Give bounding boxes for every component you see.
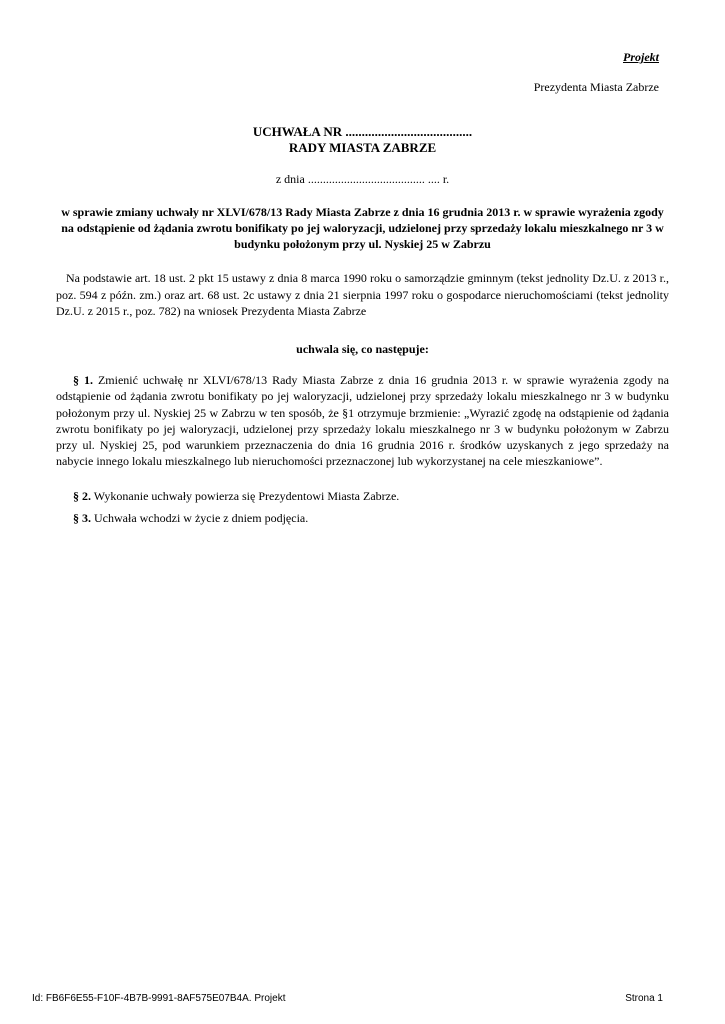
proponent: Prezydenta Miasta Zabrze (533, 80, 659, 94)
council-name: RADY MIASTA ZABRZE (288, 140, 437, 155)
legal-basis: Na podstawie art. 18 ust. 2 pkt 15 ustawy z dnia 8 marca 1990 roku o samorządzie gminnym (tekst jednolity Dz.U. z 2013 r., poz. 594 z późn. zm.) oraz art. 68 ust. 2c ustawy z dnia 21 sierpnia 1997 roku o gospodarce nieruchomościami (tekst jednolity Dz.U. z 2015 r., poz. 782) na wniosek Prezydenta Miasta Zabrze (56, 271, 669, 318)
resolves-heading: uchwala się, co następuje: (296, 342, 429, 356)
paragraph-3 (56, 510, 669, 526)
paragraph-text: Wykonanie uchwały powierza się Prezydentowi Miasta Zabrze. (93, 489, 400, 503)
paragraph-number: § 1. (73, 373, 93, 387)
paragraph-2 (56, 488, 669, 504)
paragraph-number: § 2. (73, 489, 91, 503)
resolution-number: UCHWAŁA NR ....................................... (252, 124, 473, 139)
draft-label: Projekt (623, 50, 659, 64)
document-id: Id: FB6F6E55-F10F-4B7B-9991-8AF575E07B4A. Projekt (32, 993, 286, 1004)
paragraph-number: § 3. (73, 511, 91, 525)
page-number: Strona 1 (625, 993, 663, 1004)
paragraph-text: Uchwała wchodzi w życie z dniem podjęcia. (94, 511, 309, 525)
paragraph-text: Zmienić uchwałę nr XLVI/678/13 Rady Miasta Zabrze z dnia 16 grudnia 2013 r. w sprawie wyrażenia zgody na odstąpienie od żądania zwrotu bonifikaty po jej waloryzacji, udzielonej przy sprzedaży lokalu mieszkalnego nr 3 w budynku położonym przy ul. Nyskiej 25 w Zabrzu w ten sposób, że §1 otrzymuje brzmienie: „Wyrazić zgodę na odstąpienie od żądania zwrotu bonifikaty po jej waloryzacji, udzielonej przy sprzedaży lokalu mieszkalnego nr 3 w budynku położonym w Zabrzu przy ul. Nyskiej 25, pod warunkiem przeznaczenia do dnia 16 grudnia 2016 r. środków uzyskanych z jego sprzedaży na nabycie innego lokalu mieszkalnego lub nieruchomości przeznaczonej lub wykorzystanej na cele mieszkaniowe”. (56, 373, 669, 469)
resolution-subject: w sprawie zmiany uchwały nr XLVI/678/13 Rady Miasta Zabrze z dnia 16 grudnia 2013 r. w sprawie wyrażenia zgody na odstąpienie od żądania zwrotu bonifikaty po jej waloryzacji, udzielonej przy sprzedaży lokalu mieszkalnego nr 3 w budynku położonym przy ul. Nyskiej 25 w Zabrzu (61, 205, 664, 251)
paragraph-1 (56, 372, 669, 470)
resolution-date: z dnia ....................................... .... r. (275, 172, 450, 186)
